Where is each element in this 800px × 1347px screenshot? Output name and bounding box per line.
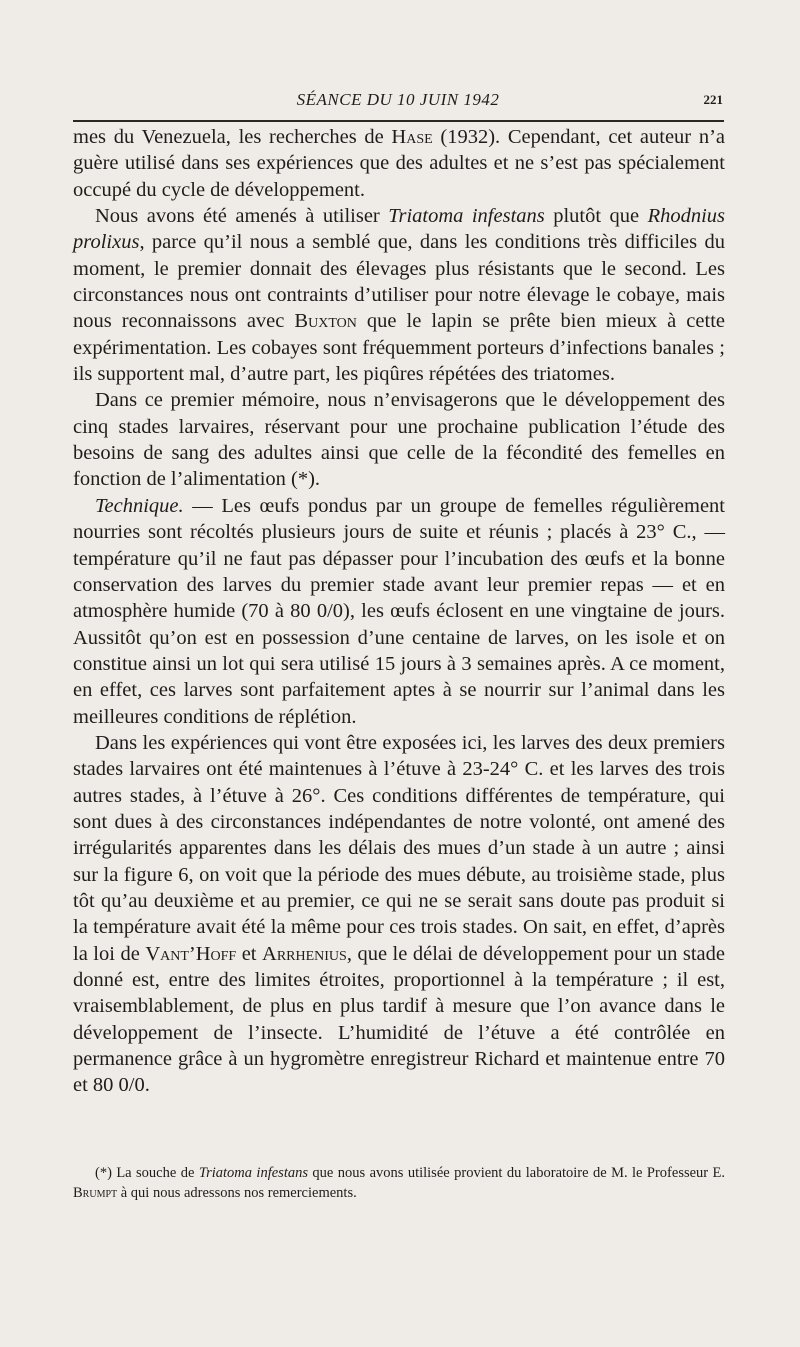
author-name: Vant’Hoff [145, 942, 237, 965]
paragraph-1 [73, 124, 725, 203]
text-run: que nous avons utilisée provient du laboratoire de M. le Professeur E. [308, 1165, 726, 1181]
text-run: (1932). Cependant, cet auteur n’a guère utilisé dans ses expériences que des adultes et ne s’est pas spécialement occupé du cycle de développement. [73, 126, 725, 201]
page-header [73, 90, 723, 118]
text-run: et [236, 942, 263, 965]
text-run: Dans ce premier mémoire, nous n’envisagerons que le développement des cinq stades larvaires, réservant pour une prochaine publication l’étude des besoins de sang des adultes ainsi que celle de la fécondité des femelles en fonction de l’alimentation (*). [73, 389, 725, 491]
text-run: mes du Venezuela, les recherches de [73, 126, 392, 148]
running-title: SÉANCE DU 10 JUIN 1942 [296, 90, 500, 109]
paragraph-3 [73, 387, 725, 492]
text-run: plutôt que [544, 205, 648, 228]
text-run: (*) La souche de [95, 1165, 199, 1181]
footnote [73, 1164, 725, 1203]
paragraph-4 [73, 493, 725, 730]
text-run: — Les œufs pondus par un groupe de femelles régulièrement nourries sont récoltés plusieurs jours de suite et réunis ; placés à 23° C., — température qu’il ne faut pas dépasser pour l’incubation des œufs et la bonne conservation des larves du premier stade avant leur premier repas — et en atmosphère humide (70 à 80 0/0), les œufs éclosent en une vingtaine de jours. Aussitôt qu’on est en possession d’une centaine de larves, on les isole et on constitue ainsi un lot qui sera utilisé 15 jours à 3 semaines après. A ce moment, en effet, ces larves sont parfaitement aptes à se nourrir sur l’animal dans les meilleures conditions de réplétion. [73, 494, 725, 728]
section-heading: Technique. [95, 494, 184, 517]
article-body [73, 124, 725, 1099]
author-name: Hase [391, 126, 433, 148]
text-run: à qui nous adressons nos remerciements. [117, 1184, 357, 1201]
paragraph-2 [73, 203, 725, 387]
text-run: , parce qu’il nous a semblé que, dans les conditions très difficiles du moment, le premier donnait des élevages plus résistants que le second. Les circonstances nous ont contraints d’utiliser pour notre élevage le cobaye, mais nous reconnaissons avec [73, 231, 725, 333]
species-name: Triatoma infestans [388, 205, 545, 228]
text-run: que le lapin se prête bien mieux à cette expérimentation. Les cobayes sont fréquemment porteurs d’infections banales ; ils supportent mal, d’autre part, les piqûres répétées des triatomes. [73, 310, 725, 386]
text-run: , que le délai de développement pour un stade donné est, entre des limites étroites, proportionnel à la température ; il est, vraisemblablement, de plus en plus tardif à mesure que l’on avance dans le développement de l’insecte. L’humidité de l’étuve a été contrôlée en permanence grâce à un hygromètre enregistreur Richard et maintenue entre 70 et 80 0/0. [73, 942, 726, 1097]
header-rule [73, 120, 724, 122]
text-run: Dans les expériences qui vont être exposées ici, les larves des deux premiers stades larvaires ont été maintenues à l’étuve à 23-24° C. et les larves des trois autres stades, à l’étuve à 26°. Ces conditions différentes de température, qui sont dues à des circonstances indépendantes de notre volonté, ont amené des irrégularités apparentes dans les délais des mues d’un stade à un autre ; ainsi sur la figure 6, on voit que la période des mues débute, au troisième stade, plus tôt qu’au deuxième et au premier, ce qui ne se serait sans doute pas produit si la température avait été la même pour ces trois stades. On sait, en effet, d’après la loi de [73, 731, 725, 965]
text-run: Nous avons été amenés à utiliser [95, 205, 389, 228]
author-name: Brumpt [73, 1184, 118, 1201]
page-number: 221 [703, 92, 723, 107]
author-name: Buxton [294, 310, 357, 333]
paragraph-5 [73, 730, 725, 1099]
species-name: Triatoma infestans [198, 1165, 308, 1181]
species-name: Rhodnius prolixus [73, 205, 726, 254]
author-name: Arrhenius [262, 942, 347, 965]
